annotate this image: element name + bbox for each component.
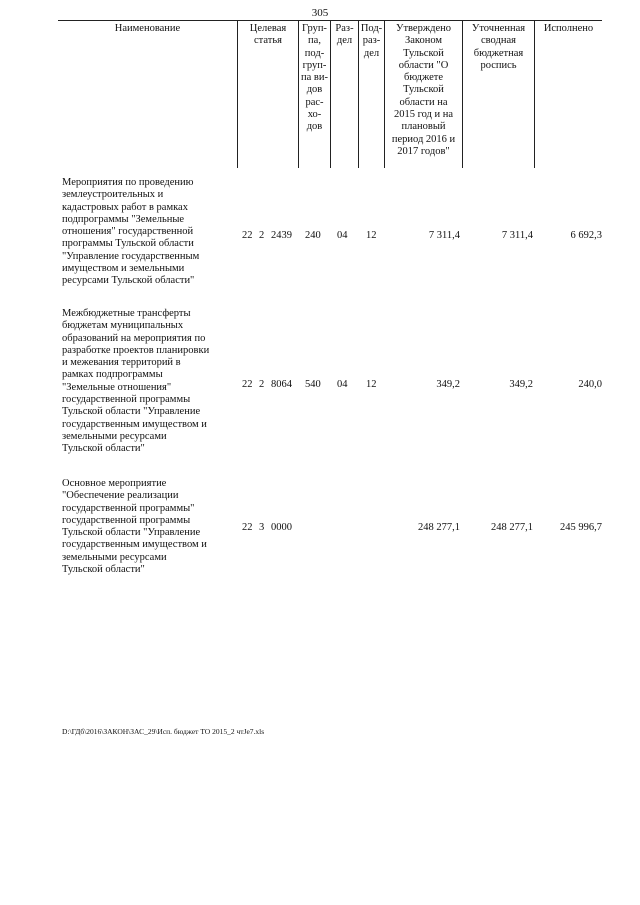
target-part-2: 3 <box>259 522 265 533</box>
target-part-3: 8064 <box>271 379 292 390</box>
row-name: Межбюджетные трансферты бюджетам муниципальных образований на мероприятия по разработке проектов планировки и межевания территорий в рамках подпрограммы "Земельные отношения" государственной программы Тульской области "Управление государственным имуществом и земельными ресурсами Тульской области" <box>62 308 210 455</box>
executed-value: 6 692,3 <box>570 230 602 241</box>
header-name: Наименование <box>114 23 181 34</box>
refined-value: 349,2 <box>509 379 533 390</box>
approved-value: 7 311,4 <box>428 230 460 241</box>
page-number: 305 <box>311 7 329 19</box>
header-refined: Уточненная сводная бюджетная роспись <box>471 23 526 71</box>
approved-value: 349,2 <box>436 379 460 390</box>
executed-value: 240,0 <box>578 379 602 390</box>
row-name: Основное мероприятие "Обеспечение реализации государственной программы" государственной программы Тульской области "Управление государственным имуществом и земельными ресурсами Тульской области" <box>62 478 207 576</box>
section-code: 04 <box>337 230 348 241</box>
refined-value: 7 311,4 <box>501 230 533 241</box>
row-name: Мероприятия по проведению землеустроительных и кадастровых работ в рамках подпрограммы "Земельные отношения" государственной программы Тульской области "Управление государственным имуществом и земельными ресурсами Тульской области" <box>62 177 200 287</box>
executed-value: 245 996,7 <box>560 522 602 533</box>
header-subsection: Под- раз- дел <box>360 23 383 59</box>
group-code: 240 <box>305 230 321 241</box>
refined-value: 248 277,1 <box>491 522 533 533</box>
target-part-2: 2 <box>259 230 265 241</box>
header-target: Целевая статья <box>249 23 287 47</box>
target-part-3: 2439 <box>271 230 292 241</box>
subsection-code: 12 <box>366 230 377 241</box>
target-part-3: 0000 <box>271 522 292 533</box>
target-part-1: 22 <box>242 230 253 241</box>
header-section: Раз- дел <box>335 23 354 47</box>
subsection-code: 12 <box>366 379 377 390</box>
file-path-footer: D:\ГДб\2016\ЗАКОН\ЗАС_29\Исп. бюджет ТО 2015_2 чтЈе7.xls <box>62 727 265 736</box>
target-part-2: 2 <box>259 379 265 390</box>
header-executed: Исполнено <box>543 23 594 34</box>
approved-value: 248 277,1 <box>418 522 460 533</box>
header-approved: Утверждено Законом Тульской области "О бюджете Тульской области на 2015 год и на плановый период 2016 и 2017 годов" <box>391 23 456 157</box>
section-code: 04 <box>337 379 348 390</box>
target-part-1: 22 <box>242 379 253 390</box>
group-code: 540 <box>305 379 321 390</box>
column-divider <box>534 20 535 168</box>
header-group: Груп- па, под- груп- па ви- дов рас- хо- дов <box>301 23 328 133</box>
target-part-1: 22 <box>242 522 253 533</box>
